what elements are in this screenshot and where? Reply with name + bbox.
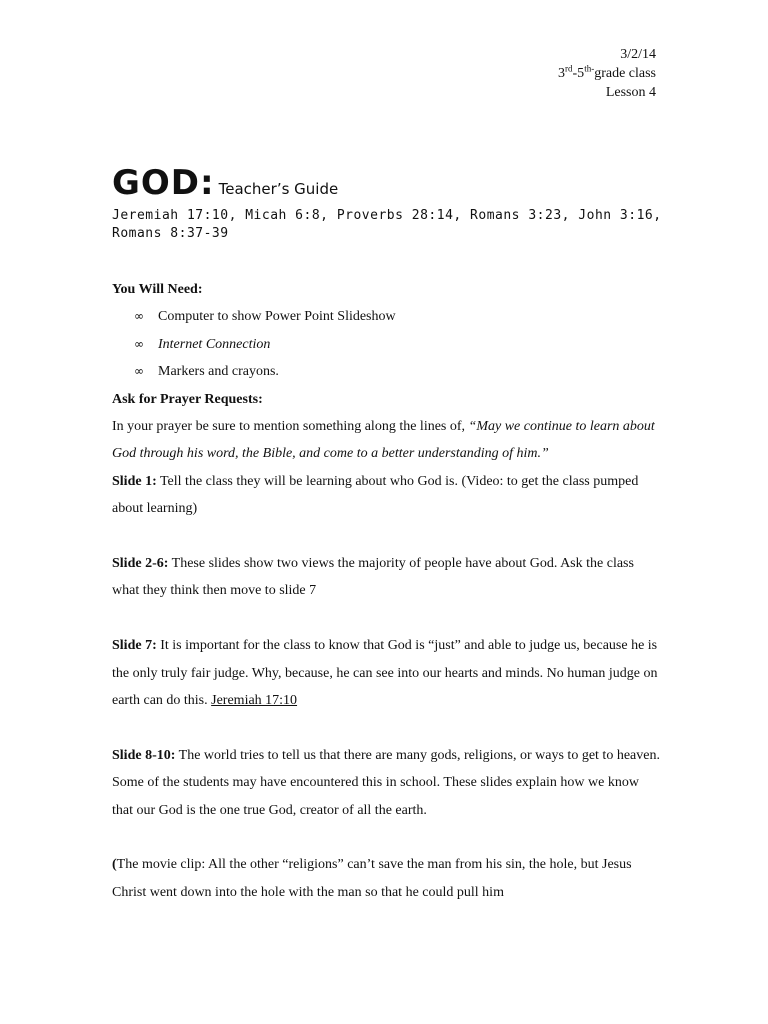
slide-8-10-text: The world tries to tell us that there are many gods, religions, or ways to get to heaven. Some of the students may have encountered this in school. These slides explain how we know that our God is the one true God, creator of all the earth. bbox=[112, 747, 660, 818]
lesson-body bbox=[112, 276, 662, 906]
slide-2-6-label: Slide 2-6: bbox=[112, 556, 169, 572]
link-bullet-icon: ∞ bbox=[134, 364, 144, 379]
slide-7-reference: Jeremiah 17:10 bbox=[211, 693, 298, 709]
spacer bbox=[112, 605, 662, 632]
scripture-references: Jeremiah 17:10, Micah 6:8, Proverbs 28:14, Romans 3:23, John 3:16, Romans 8:37-39 bbox=[112, 208, 662, 241]
list-item bbox=[134, 358, 662, 385]
slide-7-paragraph bbox=[112, 632, 662, 714]
grade-class bbox=[558, 64, 656, 83]
grade-start: 3 bbox=[558, 66, 566, 81]
slide-1-paragraph bbox=[112, 468, 662, 523]
slide-1-text: Tell the class they will be learning about who God is. (Video: to get the class pumped about learning) bbox=[112, 473, 639, 517]
need-item-internet: Internet Connection bbox=[158, 336, 271, 352]
link-bullet-icon: ∞ bbox=[134, 309, 144, 324]
slide-2-6-paragraph bbox=[112, 550, 662, 605]
prayer-quote: “May we continue to learn about God through his word, the Bible, and come to a better understanding of him.” bbox=[112, 419, 655, 462]
list-item bbox=[134, 303, 662, 330]
need-item-computer: Computer to show Power Point Slideshow bbox=[158, 309, 396, 325]
title-main: GOD: bbox=[112, 163, 215, 203]
prayer-intro: In your prayer be sure to mention something along the lines of, bbox=[112, 419, 469, 435]
slide-7-text: It is important for the class to know that God is “just” and able to judge us, because he is the only truly fair judge. Why, because, he can see into our hearts and minds. No human judge on earth can do this. bbox=[112, 638, 658, 709]
slide-7-label: Slide 7: bbox=[112, 638, 157, 654]
lesson-date: 3/2/14 bbox=[620, 47, 656, 62]
title-sub: Teacher’s Guide bbox=[218, 180, 339, 198]
needs-list bbox=[112, 303, 662, 385]
need-item-markers: Markers and crayons. bbox=[158, 364, 279, 380]
slide-8-10-label: Slide 8-10: bbox=[112, 747, 176, 763]
page-title bbox=[112, 163, 338, 203]
movie-clip-text: The movie clip: All the other “religions” can’t save the man from his sin, the hole, but Jesus Christ went down into the hole with the man so that he could pull him bbox=[112, 857, 632, 900]
slide-2-6-text: These slides show two views the majority of people have about God. Ask the class what they think then move to slide 7 bbox=[112, 556, 634, 599]
slide-8-10-paragraph bbox=[112, 742, 662, 824]
spacer bbox=[112, 824, 662, 851]
list-item bbox=[134, 331, 662, 358]
prayer-paragraph bbox=[112, 413, 662, 468]
lesson-number: Lesson 4 bbox=[605, 85, 656, 100]
grade-sup-rd: rd bbox=[565, 63, 573, 74]
spacer bbox=[112, 523, 662, 550]
slide-1-label: Slide 1: bbox=[112, 473, 157, 489]
movie-clip-open-paren: ( bbox=[112, 857, 117, 873]
grade-suffix: grade class bbox=[594, 66, 656, 81]
grade-sup-th: th- bbox=[584, 63, 595, 74]
header-meta bbox=[558, 45, 656, 102]
movie-clip-paragraph bbox=[112, 851, 662, 906]
prayer-heading: Ask for Prayer Requests: bbox=[112, 391, 263, 407]
you-will-need-heading: You Will Need: bbox=[112, 282, 203, 297]
spacer bbox=[112, 714, 662, 741]
grade-sep: -5 bbox=[572, 66, 585, 81]
link-bullet-icon: ∞ bbox=[134, 336, 144, 351]
